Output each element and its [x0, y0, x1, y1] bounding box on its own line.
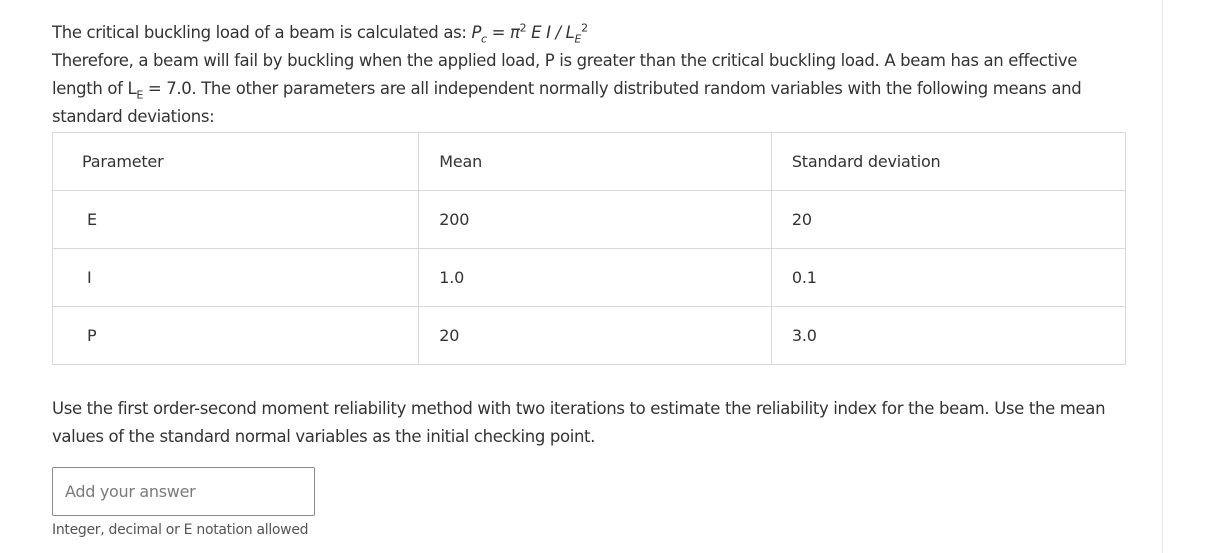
- cell-parameter: I: [53, 249, 419, 307]
- buckling-formula: $P_c = \pi^2$ E I / $L_E^2$: [471, 21, 588, 46]
- table-row: [53, 191, 1126, 249]
- answer-format-hint: Integer, decimal or E notation allowed: [52, 522, 309, 538]
- table-header-row: [53, 133, 1126, 191]
- question-intro: [52, 19, 1127, 131]
- right-divider: [1162, 0, 1163, 553]
- cell-mean: 20: [419, 307, 772, 365]
- cell-mean: 200: [419, 191, 772, 249]
- question-body: [52, 19, 1127, 538]
- cell-std-dev: 3.0: [771, 307, 1125, 365]
- cell-std-dev: 20: [771, 191, 1125, 249]
- instruction-text: Use the first order-second moment reliability method with two iterations to estimate the reliability index for the beam. Use the mean values of the standard normal variables as the initial checking point.: [52, 399, 1106, 446]
- cell-std-dev: 0.1: [771, 249, 1125, 307]
- parameters-table: [52, 132, 1126, 365]
- para-text-2: = 7.0. The other parameters are all independent normally distributed random variables with the following means and standard deviations:: [52, 79, 1082, 126]
- para-sub-e: E: [136, 88, 143, 102]
- header-mean: Mean: [419, 133, 772, 191]
- para-text-1: Therefore, a beam will fail by buckling when the applied load, P is greater than the critical buckling load. A beam has an effective length of L: [52, 51, 1078, 98]
- table-row: [53, 249, 1126, 307]
- cell-mean: 1.0: [419, 249, 772, 307]
- header-parameter: Parameter: [53, 133, 419, 191]
- table-row: [53, 307, 1126, 365]
- cell-parameter: E: [53, 191, 419, 249]
- answer-input[interactable]: [52, 467, 315, 516]
- intro-text: The critical buckling load of a beam is calculated as:: [52, 23, 472, 42]
- header-standard-deviation: Standard deviation: [771, 133, 1125, 191]
- cell-parameter: P: [53, 307, 419, 365]
